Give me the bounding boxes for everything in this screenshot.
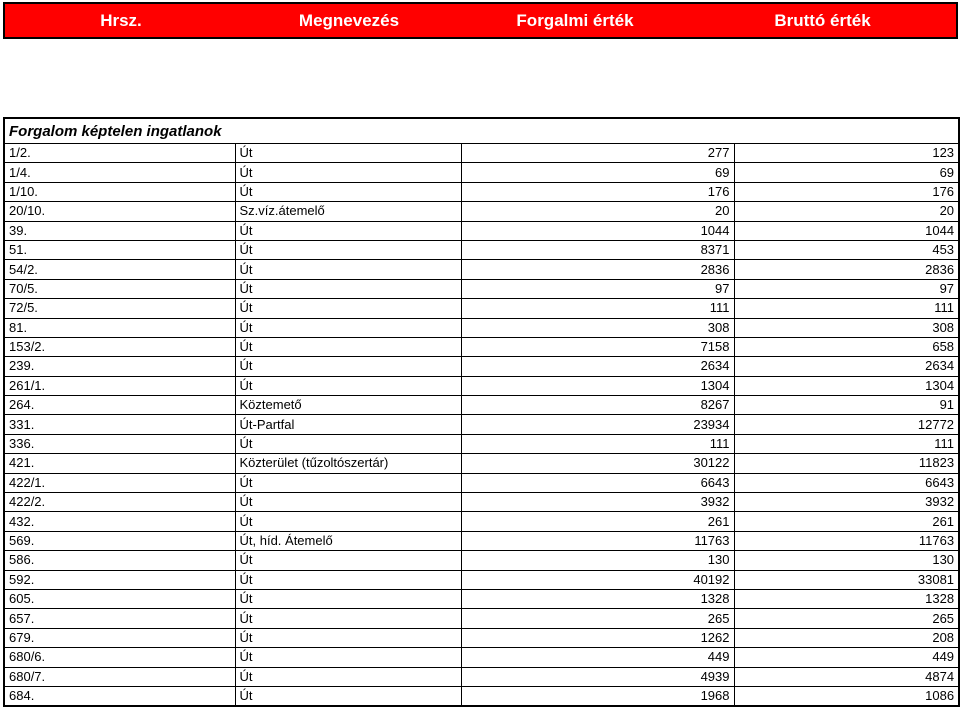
cell-brutto-ertek: 265	[734, 609, 959, 628]
table-row	[4, 493, 959, 512]
cell-megnevezes: Út	[235, 260, 461, 279]
cell-megnevezes: Út	[235, 299, 461, 318]
cell-hrsz: 239.	[4, 357, 235, 376]
cell-forgalmi-ertek: 2836	[461, 260, 734, 279]
cell-forgalmi-ertek: 1044	[461, 221, 734, 240]
table-row	[4, 628, 959, 647]
cell-megnevezes: Sz.víz.átemelő	[235, 202, 461, 221]
table-row	[4, 512, 959, 531]
cell-megnevezes: Út	[235, 240, 461, 259]
cell-brutto-ertek: 6643	[734, 473, 959, 492]
cell-hrsz: 569.	[4, 531, 235, 550]
cell-megnevezes: Köztemető	[235, 396, 461, 415]
cell-megnevezes: Út	[235, 434, 461, 453]
cell-hrsz: 1/2.	[4, 144, 235, 163]
cell-brutto-ertek: 33081	[734, 570, 959, 589]
cell-brutto-ertek: 3932	[734, 493, 959, 512]
cell-megnevezes: Út	[235, 337, 461, 356]
cell-hrsz: 336.	[4, 434, 235, 453]
cell-forgalmi-ertek: 3932	[461, 493, 734, 512]
cell-forgalmi-ertek: 261	[461, 512, 734, 531]
cell-hrsz: 680/7.	[4, 667, 235, 686]
cell-megnevezes: Út	[235, 357, 461, 376]
cell-forgalmi-ertek: 4939	[461, 667, 734, 686]
cell-hrsz: 605.	[4, 589, 235, 608]
table-row	[4, 318, 959, 337]
cell-hrsz: 331.	[4, 415, 235, 434]
cell-megnevezes: Út	[235, 376, 461, 395]
table-row	[4, 434, 959, 453]
table-row	[4, 221, 959, 240]
cell-megnevezes: Út	[235, 163, 461, 182]
table-row	[4, 376, 959, 395]
cell-hrsz: 264.	[4, 396, 235, 415]
cell-forgalmi-ertek: 176	[461, 182, 734, 201]
cell-megnevezes: Út	[235, 221, 461, 240]
cell-megnevezes: Út	[235, 182, 461, 201]
cell-megnevezes: Út	[235, 686, 461, 706]
cell-hrsz: 657.	[4, 609, 235, 628]
table-row	[4, 163, 959, 182]
table-row	[4, 299, 959, 318]
cell-megnevezes: Út	[235, 667, 461, 686]
cell-brutto-ertek: 453	[734, 240, 959, 259]
table-row	[4, 182, 959, 201]
cell-brutto-ertek: 208	[734, 628, 959, 647]
cell-forgalmi-ertek: 8371	[461, 240, 734, 259]
cell-brutto-ertek: 1044	[734, 221, 959, 240]
cell-forgalmi-ertek: 1304	[461, 376, 734, 395]
cell-megnevezes: Út	[235, 609, 461, 628]
table-row	[4, 396, 959, 415]
cell-hrsz: 39.	[4, 221, 235, 240]
cell-brutto-ertek: 2634	[734, 357, 959, 376]
table-row	[4, 202, 959, 221]
cell-forgalmi-ertek: 130	[461, 551, 734, 570]
section-title: Forgalom képtelen ingatlanok	[4, 118, 959, 144]
cell-forgalmi-ertek: 449	[461, 648, 734, 667]
cell-forgalmi-ertek: 20	[461, 202, 734, 221]
table-row	[4, 667, 959, 686]
cell-hrsz: 51.	[4, 240, 235, 259]
table-row	[4, 415, 959, 434]
header-brutto-ertek: Bruttó érték	[774, 10, 871, 30]
cell-brutto-ertek: 1328	[734, 589, 959, 608]
cell-hrsz: 1/10.	[4, 182, 235, 201]
cell-megnevezes: Út	[235, 589, 461, 608]
cell-hrsz: 586.	[4, 551, 235, 570]
table-row	[4, 240, 959, 259]
cell-megnevezes: Út	[235, 512, 461, 531]
cell-hrsz: 81.	[4, 318, 235, 337]
cell-megnevezes: Út	[235, 648, 461, 667]
cell-forgalmi-ertek: 2634	[461, 357, 734, 376]
cell-megnevezes: Út	[235, 279, 461, 298]
cell-forgalmi-ertek: 6643	[461, 473, 734, 492]
property-table	[3, 117, 960, 707]
table-header	[3, 2, 958, 39]
table-row	[4, 609, 959, 628]
section-row	[4, 118, 959, 144]
table-row	[4, 144, 959, 163]
cell-forgalmi-ertek: 30122	[461, 454, 734, 473]
table-body	[4, 118, 959, 706]
cell-hrsz: 54/2.	[4, 260, 235, 279]
table-row	[4, 337, 959, 356]
cell-forgalmi-ertek: 7158	[461, 337, 734, 356]
cell-megnevezes: Út	[235, 628, 461, 647]
cell-brutto-ertek: 11763	[734, 531, 959, 550]
cell-hrsz: 432.	[4, 512, 235, 531]
table-row	[4, 551, 959, 570]
table-row	[4, 454, 959, 473]
cell-hrsz: 261/1.	[4, 376, 235, 395]
cell-hrsz: 422/1.	[4, 473, 235, 492]
table-row	[4, 357, 959, 376]
cell-brutto-ertek: 111	[734, 299, 959, 318]
cell-megnevezes: Út, híd. Átemelő	[235, 531, 461, 550]
cell-megnevezes: Út	[235, 318, 461, 337]
cell-brutto-ertek: 449	[734, 648, 959, 667]
table-row	[4, 279, 959, 298]
cell-brutto-ertek: 130	[734, 551, 959, 570]
cell-forgalmi-ertek: 40192	[461, 570, 734, 589]
cell-brutto-ertek: 91	[734, 396, 959, 415]
cell-brutto-ertek: 12772	[734, 415, 959, 434]
cell-brutto-ertek: 1086	[734, 686, 959, 706]
cell-brutto-ertek: 658	[734, 337, 959, 356]
table-row	[4, 260, 959, 279]
cell-hrsz: 153/2.	[4, 337, 235, 356]
cell-forgalmi-ertek: 1262	[461, 628, 734, 647]
cell-brutto-ertek: 261	[734, 512, 959, 531]
cell-brutto-ertek: 2836	[734, 260, 959, 279]
cell-megnevezes: Út	[235, 144, 461, 163]
cell-forgalmi-ertek: 8267	[461, 396, 734, 415]
cell-brutto-ertek: 4874	[734, 667, 959, 686]
cell-brutto-ertek: 1304	[734, 376, 959, 395]
cell-megnevezes: Út-Partfal	[235, 415, 461, 434]
cell-hrsz: 421.	[4, 454, 235, 473]
cell-forgalmi-ertek: 97	[461, 279, 734, 298]
header-hrsz: Hrsz.	[100, 10, 142, 30]
cell-megnevezes: Út	[235, 493, 461, 512]
table-row	[4, 473, 959, 492]
cell-hrsz: 422/2.	[4, 493, 235, 512]
cell-forgalmi-ertek: 277	[461, 144, 734, 163]
cell-hrsz: 72/5.	[4, 299, 235, 318]
table-row	[4, 570, 959, 589]
cell-brutto-ertek: 97	[734, 279, 959, 298]
cell-megnevezes: Út	[235, 551, 461, 570]
cell-hrsz: 684.	[4, 686, 235, 706]
cell-forgalmi-ertek: 11763	[461, 531, 734, 550]
cell-forgalmi-ertek: 1328	[461, 589, 734, 608]
cell-forgalmi-ertek: 23934	[461, 415, 734, 434]
cell-hrsz: 70/5.	[4, 279, 235, 298]
cell-brutto-ertek: 308	[734, 318, 959, 337]
cell-forgalmi-ertek: 265	[461, 609, 734, 628]
cell-hrsz: 592.	[4, 570, 235, 589]
cell-forgalmi-ertek: 111	[461, 434, 734, 453]
cell-brutto-ertek: 69	[734, 163, 959, 182]
table-row	[4, 686, 959, 706]
cell-forgalmi-ertek: 111	[461, 299, 734, 318]
table-row	[4, 531, 959, 550]
table-row	[4, 589, 959, 608]
table-row	[4, 648, 959, 667]
cell-hrsz: 20/10.	[4, 202, 235, 221]
cell-hrsz: 680/6.	[4, 648, 235, 667]
cell-brutto-ertek: 11823	[734, 454, 959, 473]
cell-megnevezes: Közterület (tűzoltószertár)	[235, 454, 461, 473]
cell-megnevezes: Út	[235, 570, 461, 589]
cell-hrsz: 679.	[4, 628, 235, 647]
cell-brutto-ertek: 20	[734, 202, 959, 221]
cell-hrsz: 1/4.	[4, 163, 235, 182]
cell-forgalmi-ertek: 308	[461, 318, 734, 337]
cell-brutto-ertek: 176	[734, 182, 959, 201]
cell-forgalmi-ertek: 69	[461, 163, 734, 182]
cell-brutto-ertek: 123	[734, 144, 959, 163]
header-forgalmi-ertek: Forgalmi érték	[516, 10, 634, 30]
cell-megnevezes: Út	[235, 473, 461, 492]
header-megnevezes: Megnevezés	[298, 10, 400, 30]
cell-brutto-ertek: 111	[734, 434, 959, 453]
cell-forgalmi-ertek: 1968	[461, 686, 734, 706]
